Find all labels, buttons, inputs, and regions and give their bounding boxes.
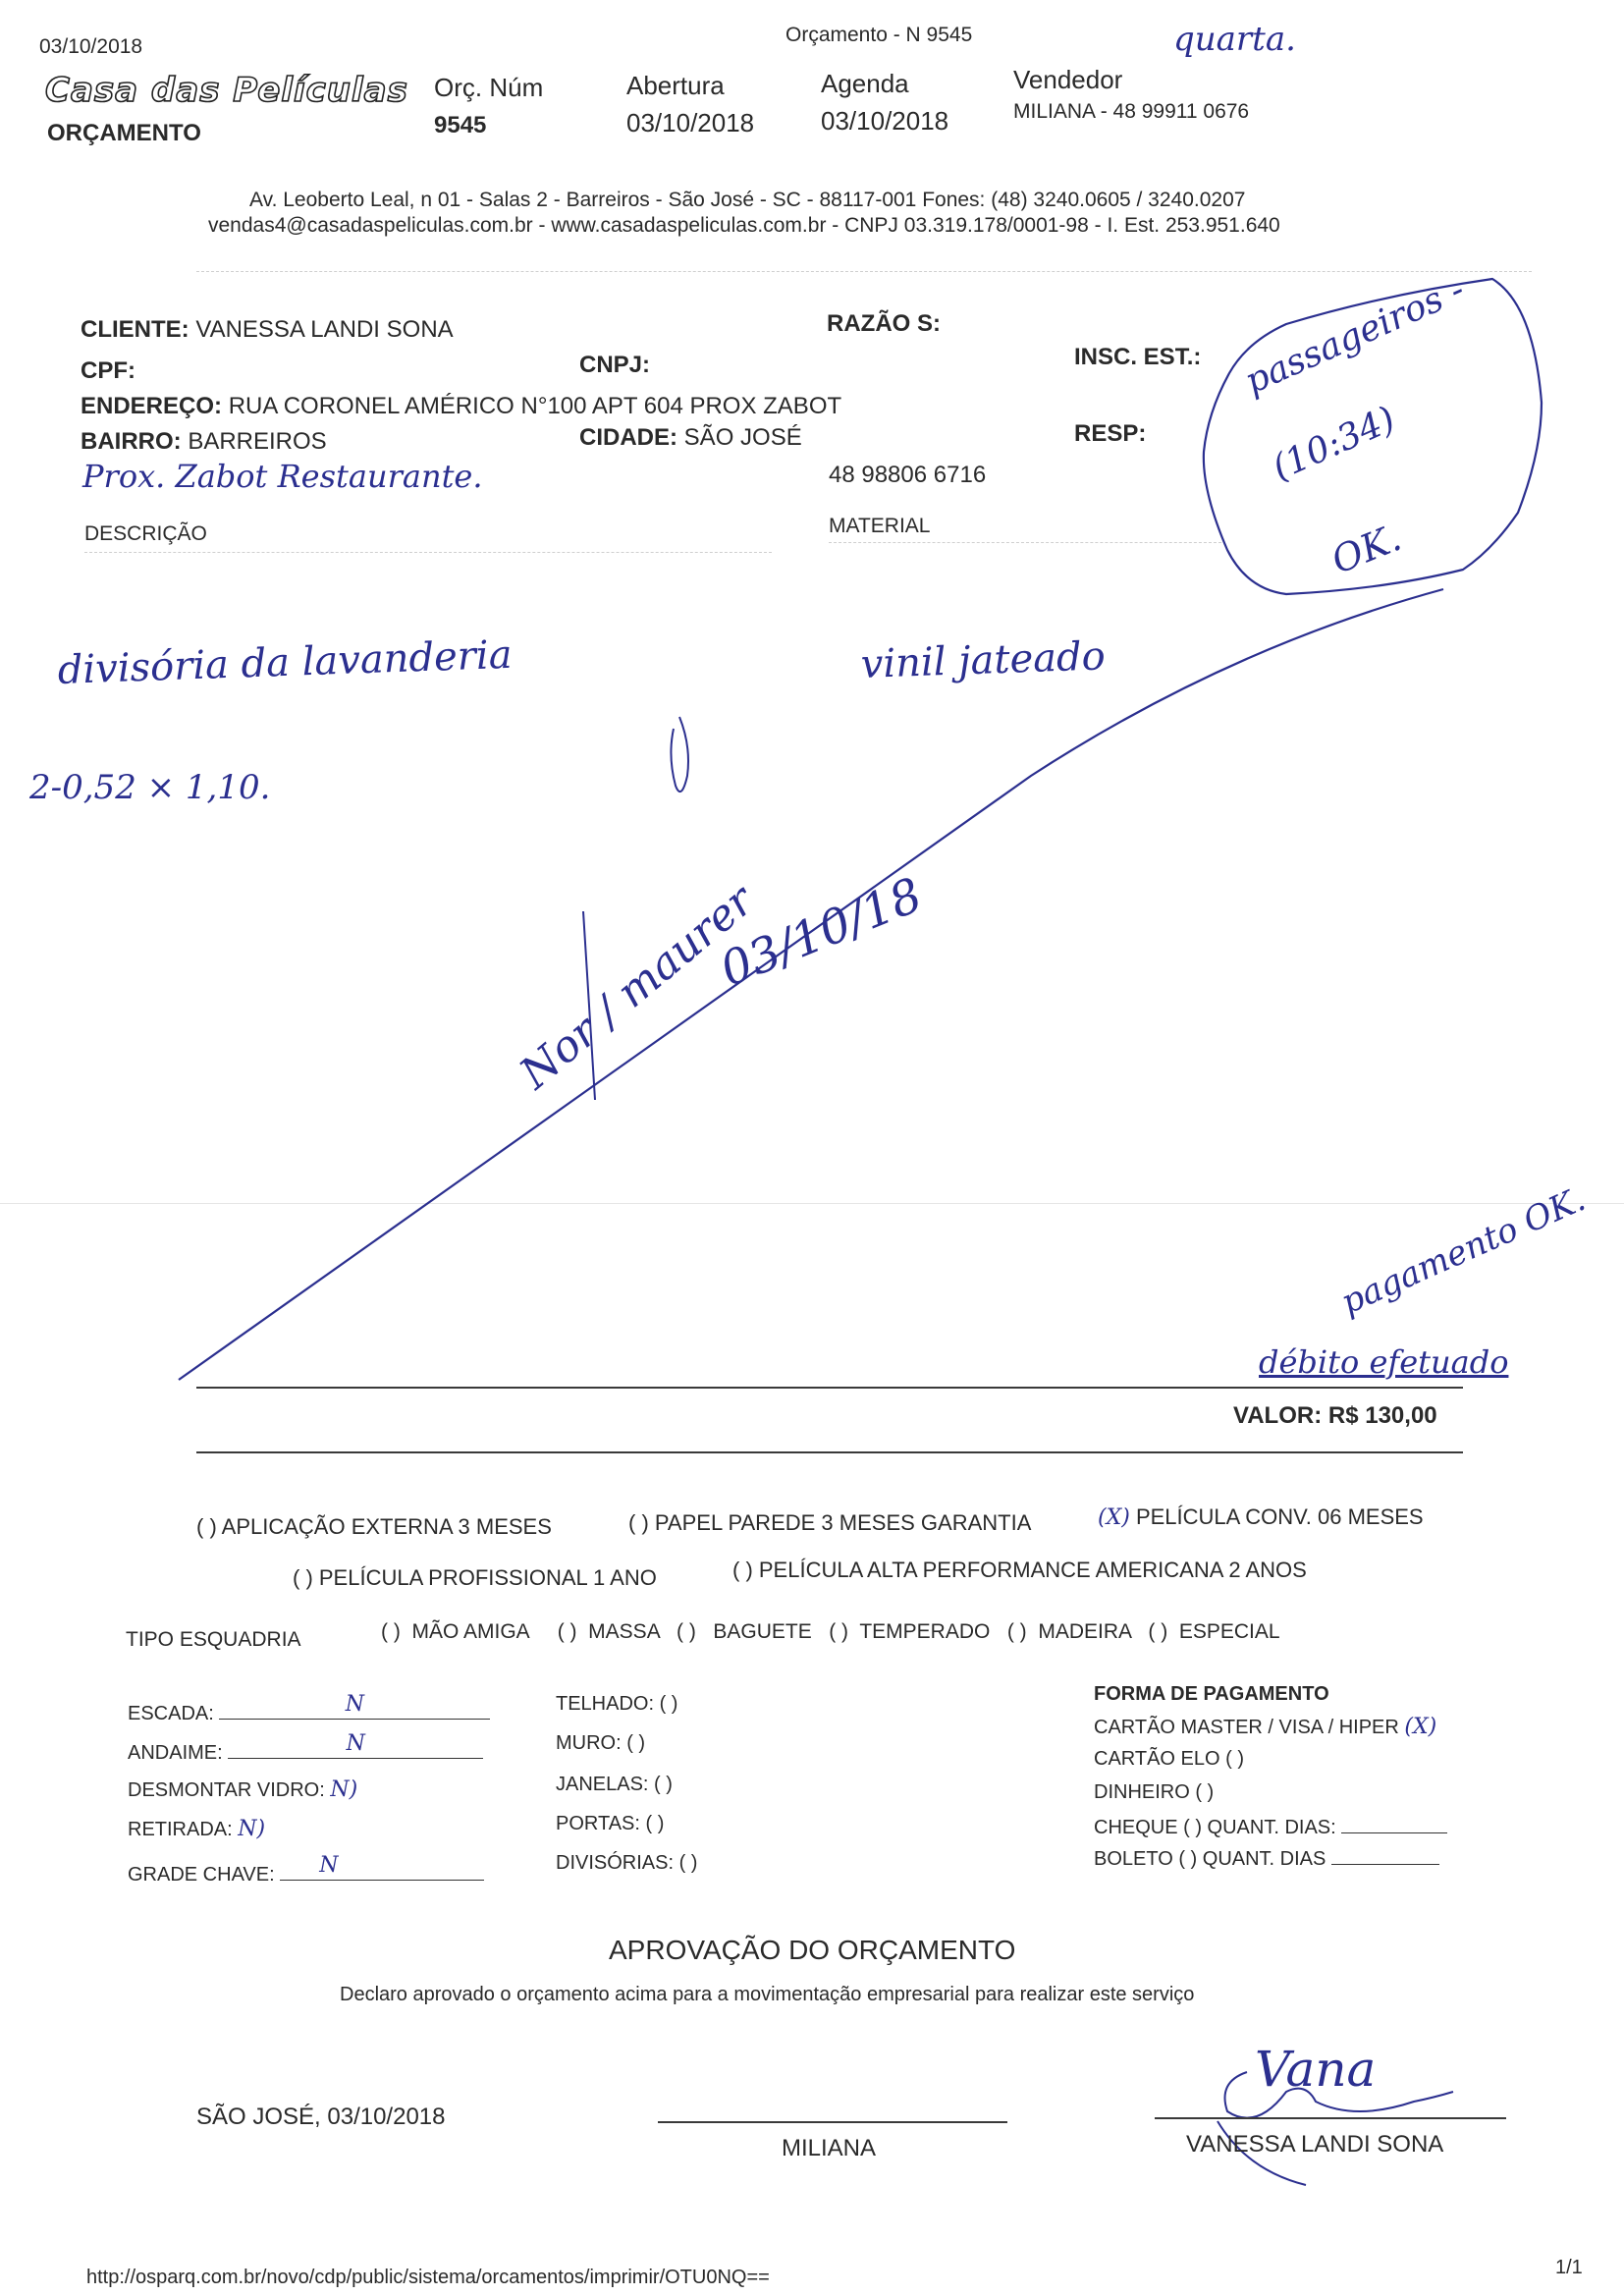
grade-chave-field bbox=[128, 1853, 484, 1886]
payment-dinheiro[interactable]: DINHEIRO ( ) bbox=[1094, 1781, 1215, 1803]
payment-cartao-master[interactable] bbox=[1094, 1715, 1436, 1739]
option-aplicacao-externa[interactable]: ( ) APLICAÇÃO EXTERNA 3 MESES bbox=[196, 1514, 552, 1539]
payment-boleto[interactable] bbox=[1094, 1844, 1439, 1871]
payment-cheque[interactable] bbox=[1094, 1813, 1447, 1839]
material-label: MATERIAL bbox=[829, 515, 931, 537]
client-phone: 48 98806 6716 bbox=[829, 462, 987, 488]
cpf-label: CPF: bbox=[81, 357, 135, 384]
vendedor-label: Vendedor bbox=[1013, 65, 1123, 94]
handwritten-material: vinil jateado bbox=[860, 633, 1107, 687]
footer-url[interactable]: http://osparq.com.br/novo/cdp/public/sistema/orcamentos/imprimir/OTU0NQ== bbox=[86, 2267, 770, 2288]
company-logo: Casa das Películas bbox=[45, 71, 408, 110]
handwritten-date: 03/10/18 bbox=[713, 867, 930, 998]
andaime-mark: N bbox=[346, 1731, 365, 1756]
approval-place-date: SÃO JOSÉ, 03/10/2018 bbox=[196, 2104, 446, 2130]
company-contact: vendas4@casadaspeliculas.com.br - www.casadaspeliculas.com.br - CNPJ 03.319.178/0001-98 - I. Est. 253.951.640 bbox=[208, 214, 1280, 237]
handwritten-box-line3: OK. bbox=[1326, 516, 1407, 582]
handwritten-box-line1: passageiros - bbox=[1239, 269, 1471, 403]
company-address: Av. Leoberto Leal, n 01 - Salas 2 - Barreiros - São José - SC - 88117-001 Fones: (48) 3240.0605 / 3240.0207 bbox=[249, 189, 1246, 211]
client-signature: Vana bbox=[1255, 2041, 1377, 2098]
payment-cartao-elo[interactable]: CARTÃO ELO ( ) bbox=[1094, 1748, 1244, 1770]
boleto-days-blank[interactable] bbox=[1331, 1844, 1439, 1865]
descricao-label: DESCRIÇÃO bbox=[84, 522, 207, 545]
seller-name: MILIANA bbox=[782, 2135, 877, 2161]
orc-num-value: 9545 bbox=[434, 112, 487, 138]
escada-blank[interactable] bbox=[219, 1692, 490, 1720]
endereco-value: RUA CORONEL AMÉRICO N°100 APT 604 PROX ZABOT bbox=[228, 393, 842, 419]
abertura-value: 03/10/2018 bbox=[626, 108, 755, 137]
orc-num-label: Orç. Núm bbox=[434, 73, 544, 102]
handwritten-weekday-note: quarta. bbox=[1173, 20, 1296, 59]
retirada-mark: N) bbox=[238, 1817, 266, 1841]
andaime-blank[interactable] bbox=[228, 1731, 483, 1759]
approval-title: APROVAÇÃO DO ORÇAMENTO bbox=[609, 1935, 1016, 1965]
option-pelicula-profissional[interactable]: ( ) PELÍCULA PROFISSIONAL 1 ANO bbox=[293, 1565, 657, 1590]
divisorias-option[interactable]: DIVISÓRIAS: ( ) bbox=[556, 1852, 698, 1874]
janelas-option[interactable]: JANELAS: ( ) bbox=[556, 1774, 673, 1795]
cliente-value: VANESSA LANDI SONA bbox=[195, 316, 454, 343]
cheque-days-blank[interactable] bbox=[1341, 1813, 1447, 1833]
handwritten-measure: 2-0,52 × 1,10. bbox=[29, 768, 271, 807]
desmontar-vidro-field bbox=[128, 1777, 357, 1802]
tipo-esquadria-label: TIPO ESQUADRIA bbox=[126, 1628, 301, 1651]
print-date: 03/10/2018 bbox=[39, 35, 143, 58]
agenda-value: 03/10/2018 bbox=[821, 106, 949, 136]
client-name: VANESSA LANDI SONA bbox=[1186, 2131, 1444, 2158]
retirada-label: RETIRADA: bbox=[128, 1819, 233, 1840]
pelicula-conv-checkmark: (X) bbox=[1098, 1505, 1130, 1530]
desmontar-vidro-label: DESMONTAR VIDRO: bbox=[128, 1779, 325, 1801]
cidade-label: CIDADE: bbox=[579, 424, 677, 451]
payment-title: FORMA DE PAGAMENTO bbox=[1094, 1683, 1329, 1705]
razao-label: RAZÃO S: bbox=[827, 310, 941, 337]
abertura-label: Abertura bbox=[626, 71, 725, 100]
valor-total: VALOR: R$ 130,00 bbox=[1233, 1402, 1437, 1429]
escada-label: ESCADA: bbox=[128, 1703, 214, 1724]
desmontar-vidro-mark: N) bbox=[330, 1777, 358, 1802]
seller-signature-line bbox=[658, 2121, 1007, 2123]
grade-chave-mark: N bbox=[319, 1853, 339, 1878]
option-pelicula-conv[interactable] bbox=[1098, 1504, 1424, 1530]
vendedor-value: MILIANA - 48 99911 0676 bbox=[1013, 100, 1250, 123]
client-signature-stroke bbox=[1159, 2023, 1473, 2200]
pelicula-conv-label: PELÍCULA CONV. 06 MESES bbox=[1135, 1504, 1424, 1529]
cartao-master-checkmark: (X) bbox=[1404, 1715, 1437, 1739]
escada-mark: N bbox=[345, 1692, 364, 1717]
cliente-label: CLIENTE: bbox=[81, 316, 189, 343]
escada-field bbox=[128, 1692, 490, 1725]
client-signature-line bbox=[1155, 2117, 1506, 2119]
handwritten-signature: Nor / maurer bbox=[511, 875, 764, 1100]
handwritten-debit-note: débito efetuado bbox=[1259, 1343, 1509, 1381]
esquadria-options[interactable]: ( ) MÃO AMIGA ( ) MASSA ( ) BAGUETE ( ) TEMPERADO ( ) MADEIRA ( ) ESPECIAL bbox=[381, 1620, 1280, 1643]
handwritten-box-line2: (10:34) bbox=[1267, 399, 1402, 489]
grade-chave-label: GRADE CHAVE: bbox=[128, 1864, 275, 1886]
cheque-label: CHEQUE ( ) QUANT. DIAS: bbox=[1094, 1817, 1336, 1838]
document-title: ORÇAMENTO bbox=[47, 120, 201, 146]
handwritten-item: divisória da lavanderia bbox=[57, 631, 514, 693]
andaime-field bbox=[128, 1731, 483, 1765]
value-bottom-rule bbox=[196, 1451, 1463, 1453]
grade-chave-blank[interactable] bbox=[280, 1853, 484, 1881]
document-reference: Orçamento - N 9545 bbox=[785, 24, 973, 46]
muro-option[interactable]: MURO: ( ) bbox=[556, 1732, 646, 1754]
portas-option[interactable]: PORTAS: ( ) bbox=[556, 1813, 665, 1834]
value-top-rule bbox=[196, 1387, 1463, 1389]
agenda-label: Agenda bbox=[821, 69, 909, 98]
footer-page-number: 1/1 bbox=[1555, 2257, 1583, 2278]
cidade-value: SÃO JOSÉ bbox=[683, 424, 802, 451]
bairro-label: BAIRRO: bbox=[81, 428, 182, 455]
endereco-label: ENDEREÇO: bbox=[81, 393, 223, 419]
option-papel-parede[interactable]: ( ) PAPEL PAREDE 3 MESES GARANTIA bbox=[628, 1510, 1032, 1535]
option-pelicula-alta-performance[interactable]: ( ) PELÍCULA ALTA PERFORMANCE AMERICANA 2 ANOS bbox=[732, 1558, 1307, 1582]
approval-declaration: Declaro aprovado o orçamento acima para a movimentação empresarial para realizar este serviço bbox=[340, 1984, 1195, 2005]
insc-est-label: INSC. EST.: bbox=[1074, 344, 1202, 370]
bairro-value: BARREIROS bbox=[188, 428, 327, 455]
andaime-label: ANDAIME: bbox=[128, 1742, 223, 1764]
telhado-option[interactable]: TELHADO: ( ) bbox=[556, 1693, 678, 1715]
boleto-label: BOLETO ( ) QUANT. DIAS bbox=[1094, 1848, 1326, 1870]
retirada-field bbox=[128, 1817, 265, 1841]
handwritten-reference: Prox. Zabot Restaurante. bbox=[82, 458, 483, 495]
resp-label: RESP: bbox=[1074, 420, 1147, 447]
handwritten-paid-note: pagamento OK. bbox=[1335, 1179, 1592, 1323]
cnpj-label: CNPJ: bbox=[579, 352, 651, 378]
cartao-master-label: CARTÃO MASTER / VISA / HIPER bbox=[1094, 1717, 1399, 1738]
